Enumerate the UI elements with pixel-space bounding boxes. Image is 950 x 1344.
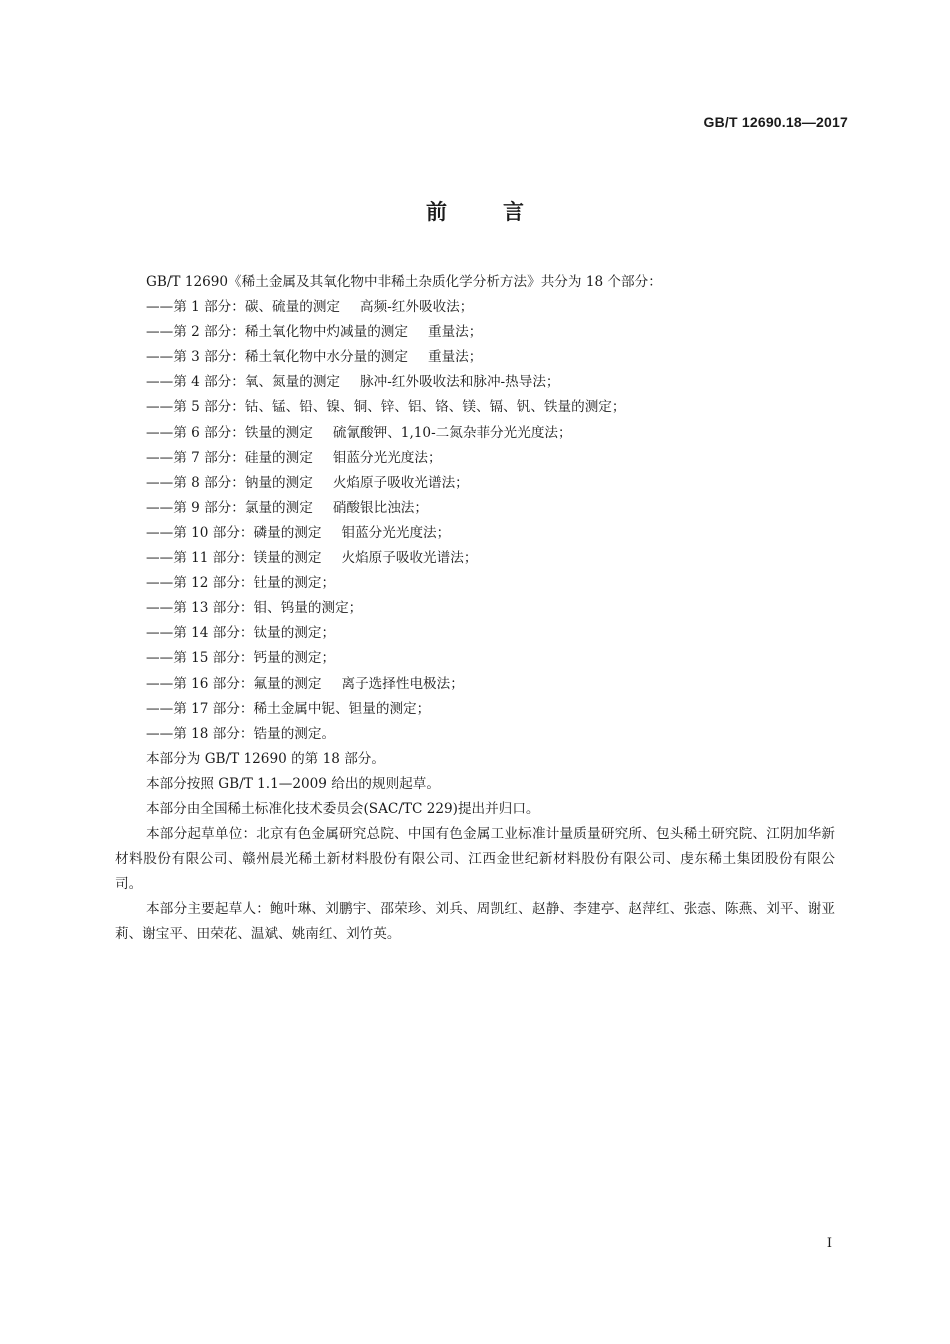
- part-label: ——第 3 部分：稀土氧化物中水分量的测定: [146, 349, 408, 366]
- page-number: I: [826, 1236, 832, 1251]
- part-item: [115, 395, 835, 420]
- part-method: 火焰原子吸收光谱法；: [341, 550, 478, 567]
- part-label: ——第 10 部分：磷量的测定: [146, 524, 322, 541]
- document-body: [115, 270, 835, 948]
- drafting-units-paragraph: 本部分起草单位：北京有色金属研究总院、中国有色金属工业标准计量质量研究所、包头稀土研究院、江阴加华新材料股份有限公司、赣州晨光稀土新材料股份有限公司、江西金世纪新材料股份有限公司、虔东稀土集团股份有限公司。: [115, 826, 835, 893]
- part-item: [115, 697, 835, 722]
- part-method: 硫氰酸钾、1,10-二氮杂菲分光光度法；: [332, 424, 572, 441]
- part-item: [115, 672, 835, 697]
- part-label: ——第 11 部分：镁量的测定: [146, 550, 322, 567]
- page-title: 前言: [426, 200, 580, 224]
- part-label: ——第 9 部分：氯量的测定: [146, 499, 313, 516]
- part-method: 重量法；: [427, 349, 483, 366]
- part-label: ——第 2 部分：稀土氧化物中灼减量的测定: [146, 324, 408, 341]
- part-item: [115, 546, 835, 571]
- part-label: ——第 8 部分：钠量的测定: [146, 474, 313, 491]
- part-label: ——第 6 部分：铁量的测定: [146, 424, 313, 441]
- part-label: ——第 14 部分：钛量的测定；: [146, 625, 336, 642]
- part-label: ——第 7 部分：硅量的测定: [146, 449, 313, 466]
- part-item: [115, 345, 835, 370]
- part-item: [115, 521, 835, 546]
- part-label: ——第 5 部分：钴、锰、铅、镍、铜、锌、铝、铬、镁、镉、钒、铁量的测定；: [146, 399, 626, 416]
- part-label: ——第 15 部分：钙量的测定；: [146, 650, 336, 667]
- part-item: [115, 722, 835, 747]
- part-item: [115, 446, 835, 471]
- drafters-paragraph: 本部分主要起草人：鲍叶琳、刘鹏宇、邵荣珍、刘兵、周凯红、赵静、李建亭、赵萍红、张悫、陈燕、刘平、谢亚莉、谢宝平、田荣花、温斌、姚南红、刘竹英。: [115, 901, 835, 943]
- part-method: 火焰原子吸收光谱法；: [332, 474, 469, 491]
- part-method: 钼蓝分光光度法；: [332, 449, 442, 466]
- part-item: [115, 496, 835, 521]
- statement-paragraph: 本部分为 GB/T 12690 的第 18 部分。: [146, 750, 385, 767]
- part-item: [115, 646, 835, 671]
- standard-number: GB/T 12690.18—2017: [703, 114, 848, 130]
- intro-paragraph: GB/T 12690《稀土金属及其氧化物中非稀土杂质化学分析方法》共分为 18 个部分：: [146, 274, 662, 290]
- part-item: [115, 621, 835, 646]
- part-label: ——第 16 部分：氟量的测定: [146, 675, 322, 692]
- part-item: [115, 471, 835, 496]
- part-item: [115, 370, 835, 395]
- part-label: ——第 17 部分：稀土金属中铌、钽量的测定；: [146, 700, 431, 717]
- part-label: ——第 12 部分：钍量的测定；: [146, 575, 336, 592]
- part-item: [115, 571, 835, 596]
- part-item: [115, 320, 835, 345]
- part-method: 脉冲-红外吸收法和脉冲-热导法；: [360, 374, 560, 391]
- part-item: [115, 421, 835, 446]
- part-label: ——第 4 部分：氧、氮量的测定: [146, 374, 341, 391]
- part-label: ——第 18 部分：锆量的测定。: [146, 725, 336, 742]
- part-item: [115, 596, 835, 621]
- part-label: ——第 1 部分：碳、硫量的测定: [146, 299, 341, 316]
- statement-paragraph: 本部分由全国稀土标准化技术委员会(SAC/TC 229)提出并归口。: [146, 800, 540, 817]
- part-method: 离子选择性电极法；: [341, 675, 464, 692]
- part-method: 高频-红外吸收法；: [360, 299, 474, 316]
- part-method: 钼蓝分光光度法；: [341, 524, 451, 541]
- part-item: [115, 295, 835, 320]
- statement-paragraph: 本部分按照 GB/T 1.1—2009 给出的规则起草。: [146, 775, 440, 792]
- part-label: ——第 13 部分：钼、钨量的测定；: [146, 600, 363, 617]
- part-method: 硝酸银比浊法；: [332, 499, 428, 516]
- part-method: 重量法；: [427, 324, 483, 341]
